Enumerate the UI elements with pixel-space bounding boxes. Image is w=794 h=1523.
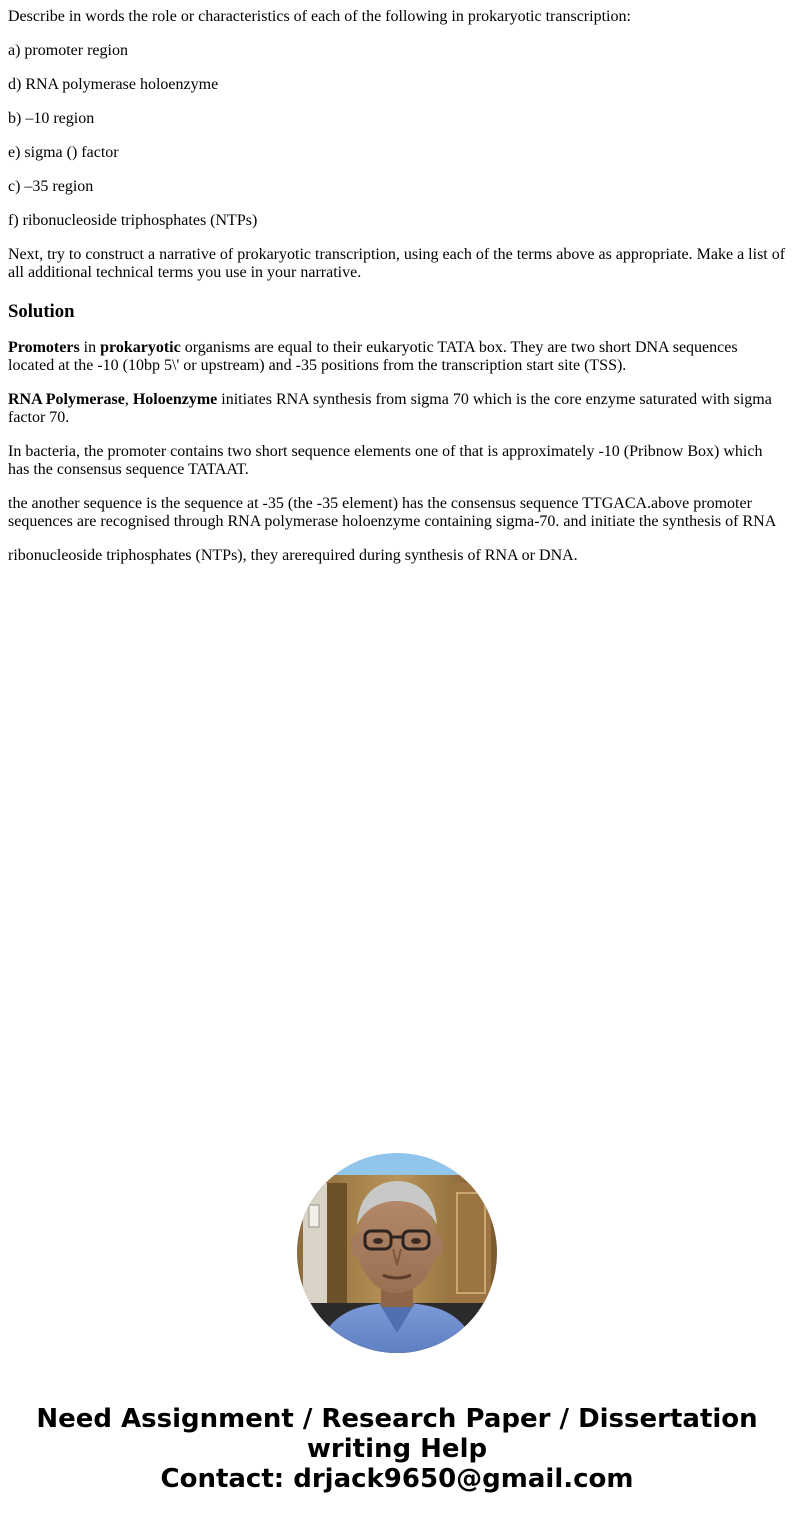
solution-p2-text-1: , [124,391,133,408]
promo-line-2: writing Help [306,1434,488,1464]
solution-paragraph-polymerase [8,391,786,427]
avatar-portrait-image [297,1153,497,1353]
solution-p1-text-2: organisms are equal to their eukaryotic TATA box. They are two short DNA sequences located at the -10 (10bp 5\' or upstream) and -35 positions from the transcription start site (TSS). [8,339,738,374]
term-promoters: Promoters [8,339,80,356]
solution-paragraph-promoters [8,339,786,375]
question-item-e: e) sigma () factor [8,144,119,161]
question-item-d: d) RNA polymerase holoenzyme [8,76,219,93]
term-holoenzyme: Holoenzyme [132,391,218,408]
promo-line-1: Need Assignment / Research Paper / Dissertation [36,1404,758,1434]
question-item-b: b) –10 region [8,110,95,127]
question-item-c: c) –35 region [8,178,94,195]
question-item-f: f) ribonucleoside triphosphates (NTPs) [8,212,258,229]
document-body [8,8,786,581]
term-rna-polymerase: RNA Polymerase [8,391,125,408]
solution-paragraph-minus-35: the another sequence is the sequence at -35 (the -35 element) has the consensus sequence TTGACA.above promoter sequences are recognised through RNA polymerase holoenzyme containing sigma-70. and initiate the synthesis of RNA [8,495,777,530]
solution-p2-text-2: initiates RNA synthesis from sigma 70 which is the core enzyme saturated with sigma factor 70. [8,391,772,426]
solution-heading: Solution [8,301,75,322]
solution-p1-text-1: in [79,339,101,356]
solution-paragraph-ntps: ribonucleoside triphosphates (NTPs), they arerequired during synthesis of RNA or DNA. [8,547,578,564]
term-prokaryotic: prokaryotic [100,339,181,356]
avatar [297,1153,497,1353]
question-intro: Describe in words the role or characteristics of each of the following in prokaryotic transcription: [8,8,631,25]
question-instruction: Next, try to construct a narrative of prokaryotic transcription, using each of the terms above as appropriate. Make a list of all additional technical terms you use in your narrative. [8,246,786,281]
promo-contact: Contact: drjack9650@gmail.com [160,1464,634,1494]
promo-banner [0,1404,794,1494]
question-item-a: a) promoter region [8,42,128,59]
solution-paragraph-minus-10: In bacteria, the promoter contains two short sequence elements one of that is approximately -10 (Pribnow Box) which has the consensus sequence TATAAT. [8,443,763,478]
